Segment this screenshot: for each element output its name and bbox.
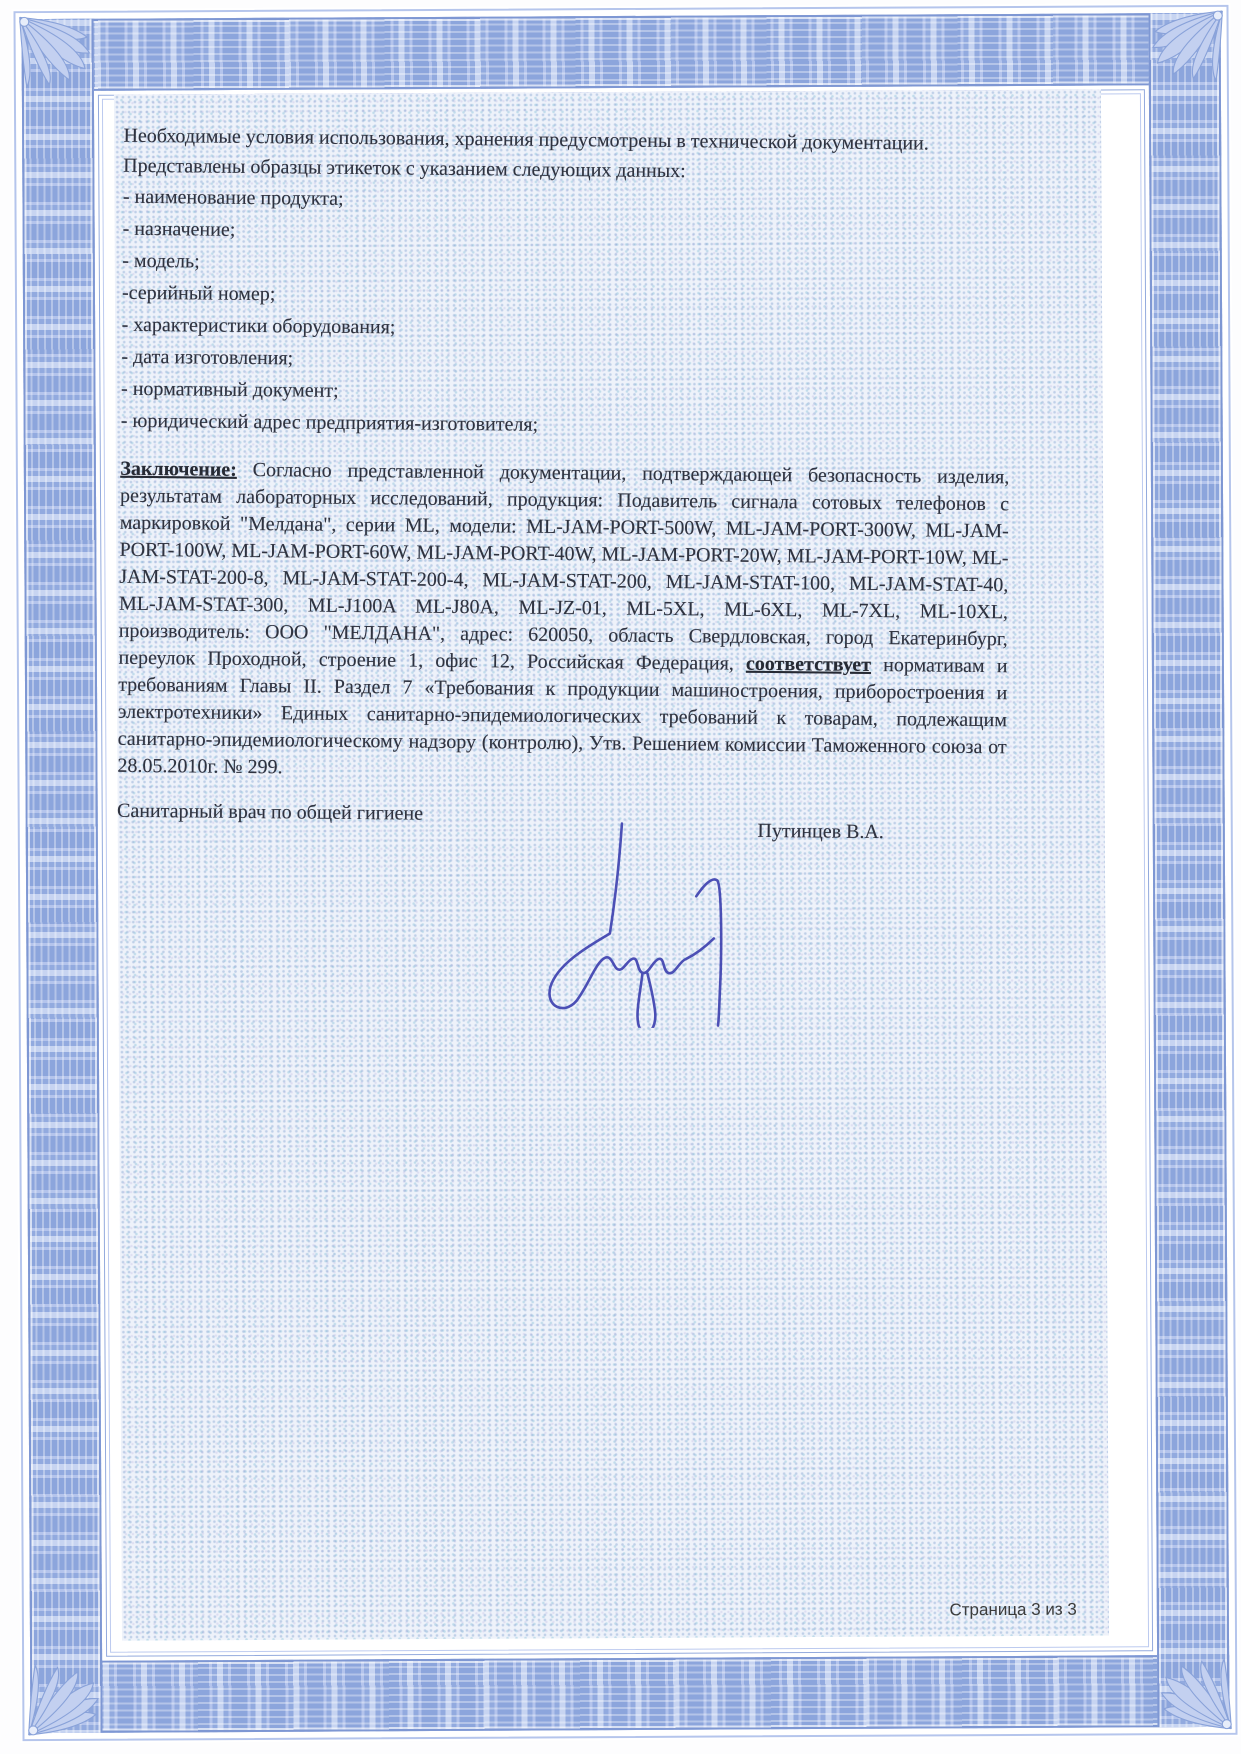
label-item: - дата изготовления; bbox=[121, 345, 294, 370]
conclusion-body-2: нормативам и требованиям Главы II. Раздел 7 «Требования к продукции машиностроения, приборостроения и электротехники» Единых санитарно-эпидемиологических требований к товарам, подлежащим санитарно-эпидемиологическому надзору (контролю), Утв. Решением комиссии Таможенного союза от 28.05.2010г. № 299. bbox=[117, 653, 1008, 779]
certificate-paper bbox=[11, 3, 1239, 1743]
corner-fan-ornament-icon bbox=[26, 1625, 139, 1738]
intro-paragraph: Необходимые условия использования, хранения предусмотрены в технической документации. bbox=[123, 124, 929, 155]
document-body bbox=[114, 90, 1109, 1641]
conclusion-paragraph bbox=[117, 456, 1009, 789]
guilloche-border-left bbox=[22, 19, 103, 1733]
conclusion-heading: Заключение: bbox=[120, 457, 237, 481]
guilloche-border-bottom bbox=[30, 1655, 1229, 1733]
labels-intro-paragraph: Представлены образцы этикеток с указанием следующих данных: bbox=[123, 154, 686, 183]
signer-name: Путинцев В.А. bbox=[757, 819, 884, 844]
label-item: - назначение; bbox=[122, 217, 236, 241]
signature-ink bbox=[523, 817, 765, 1029]
label-item: - модель; bbox=[122, 249, 200, 273]
label-item: -серийный номер; bbox=[121, 281, 276, 306]
corner-fan-ornament-icon bbox=[1112, 9, 1225, 122]
label-item: - юридический адрес предприятия-изготовителя; bbox=[120, 409, 539, 436]
handwritten-signature-icon bbox=[523, 817, 765, 1029]
label-item: - характеристики оборудования; bbox=[121, 313, 396, 339]
signer-role: Санитарный врач по общей гигиене bbox=[116, 799, 424, 825]
page-number: Страница 3 из 3 bbox=[949, 1599, 1077, 1620]
conclusion-body-1: Согласно представленной документации, подтверждающей безопасность изделия, результатам лабораторных исследований, продукция: Подавитель сигнала сотовых телефонов с маркировкой "Мелдана", серии ML, модели: ML-JAM-PORT-500W, ML-JAM-PORT-300W, ML-JAM-PORT-100W, ML-JAM-PORT-60W, ML-JAM-PORT-40W, ML-JAM-PORT-20W, ML-JAM-PORT-10W, ML-JAM-STAT-200-8, ML-JAM-STAT-200-4, ML-JAM-STAT-200, ML-JAM-STAT-100, ML-JAM-STAT-40, ML-JAM-STAT-300, ML-J100A ML-J80A, ML-JZ-01, ML-5XL, ML-6XL, ML-7XL, ML-10XL, производитель: ООО "МЕЛДАНА", адрес: 620050, область Свердловская, город Екатеринбург, переулок Проходной, строение 1, офис 12, Российская Федерация, bbox=[118, 458, 1010, 675]
guilloche-border-right bbox=[1149, 13, 1230, 1727]
guilloche-border-top bbox=[22, 13, 1221, 91]
conclusion-emphasis: соответствует bbox=[745, 652, 872, 676]
label-item: - наименование продукта; bbox=[122, 185, 344, 210]
label-item: - нормативный документ; bbox=[120, 377, 339, 402]
corner-fan-ornament-icon bbox=[1121, 1619, 1234, 1732]
scanned-text-block bbox=[107, 95, 1101, 847]
